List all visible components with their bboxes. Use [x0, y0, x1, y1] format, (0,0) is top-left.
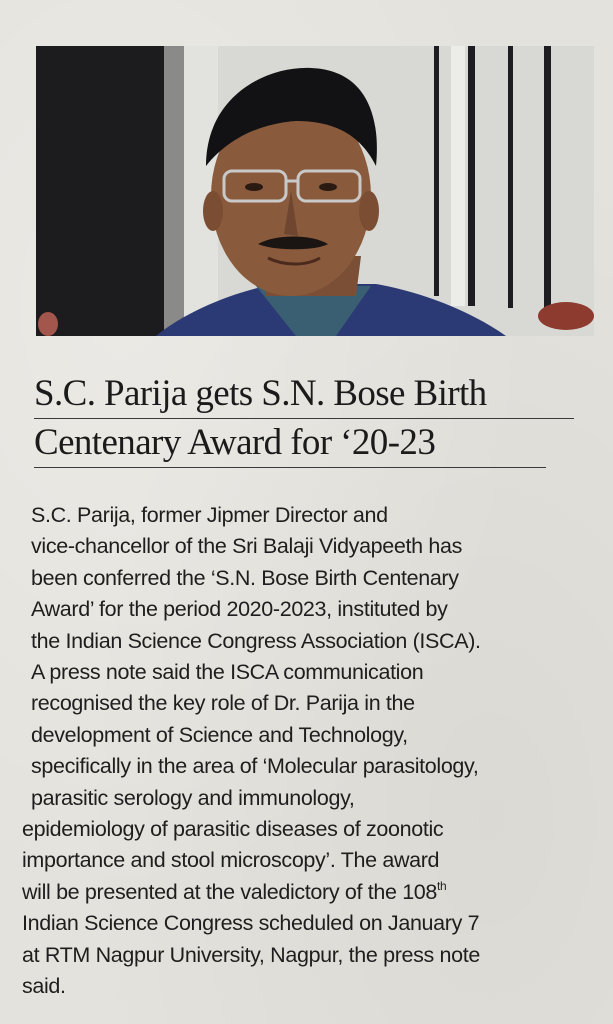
- body-line: epidemiology of parasitic diseases of zoonotic: [22, 817, 444, 842]
- ordinal-superscript: th: [437, 878, 447, 893]
- body-line: been conferred the ‘S.N. Bose Birth Centenary: [31, 565, 459, 590]
- body-line-text: will be presented at the valedictory of the 108: [22, 879, 438, 904]
- headline: [34, 370, 594, 468]
- body-line: importance and stool microscopy’. The award: [22, 848, 440, 873]
- body-line: S.C. Parija, former Jipmer Director and: [31, 503, 388, 527]
- portrait-photo: [36, 46, 594, 336]
- headline-line-2: Centenary Award for ‘20-23: [34, 419, 546, 468]
- body-line: recognised the key role of Dr. Parija in the: [31, 691, 415, 716]
- body-line: specifically in the area of ‘Molecular parasitology,: [31, 754, 479, 779]
- portrait-illustration: [36, 46, 594, 336]
- body-line: parasitic serology and immunology,: [31, 785, 355, 810]
- body-line: said.: [22, 974, 66, 999]
- body-line-with-superscript: [22, 877, 607, 908]
- body-line: vice-chancellor of the Sri Balaji Vidyapeeth has: [31, 534, 462, 559]
- body-line: Award’ for the period 2020-2023, instituted by: [31, 597, 448, 622]
- body-line: Indian Science Congress scheduled on January 7: [22, 911, 480, 936]
- body-line: development of Science and Technology,: [31, 722, 408, 747]
- headline-line-1: S.C. Parija gets S.N. Bose Birth: [34, 370, 574, 419]
- article-body: [22, 500, 607, 1003]
- body-line: at RTM Nagpur University, Nagpur, the press note: [22, 942, 481, 967]
- body-line: the Indian Science Congress Association (ISCA).: [31, 628, 481, 653]
- body-line: A press note said the ISCA communication: [31, 660, 424, 685]
